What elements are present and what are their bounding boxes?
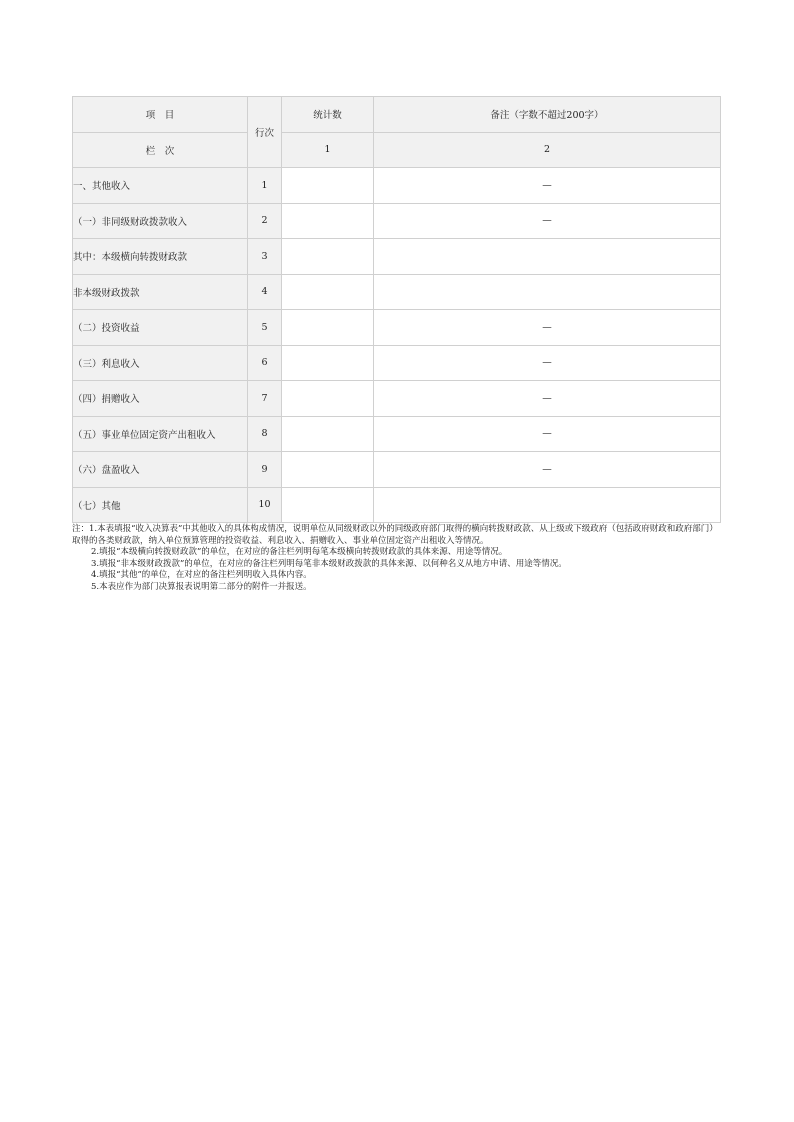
row-number: 5 [248,310,282,346]
row-label: 一、其他收入 [73,168,248,204]
row-label: （一）非同级财政拨款收入 [73,203,248,239]
row-label: （三）利息收入 [73,345,248,381]
row-remark-cell[interactable]: — [374,416,721,452]
row-remark-cell[interactable]: — [374,452,721,488]
note-5: 5.本表应作为部门决算报表说明第二部分的附件一并报送。 [91,581,312,592]
notes-section [72,524,720,593]
row-value-cell[interactable] [282,381,374,417]
row-label: （五）事业单位固定资产出租收入 [73,416,248,452]
row-label: （七）其他 [73,487,248,523]
row-remark-cell[interactable] [374,274,721,310]
row-number: 3 [248,239,282,275]
table-row [73,487,721,523]
row-label: （二）投资收益 [73,310,248,346]
row-value-cell[interactable] [282,487,374,523]
table-row [73,203,721,239]
note-3: 3.填报“非本级财政拨款”的单位，在对应的备注栏列明每笔非本级财政拨款的具体来源、以何种名义从地方申请、用途等情况。 [91,558,567,569]
row-number: 2 [248,203,282,239]
row-number: 8 [248,416,282,452]
row-number: 10 [248,487,282,523]
report-sheet [72,96,720,593]
row-value-cell[interactable] [282,239,374,275]
table-row [73,416,721,452]
row-value-cell[interactable] [282,274,374,310]
row-remark-cell[interactable]: — [374,168,721,204]
table-row [73,310,721,346]
row-value-cell[interactable] [282,310,374,346]
row-value-cell[interactable] [282,345,374,381]
header-col1-no: 1 [282,132,374,168]
table-row [73,345,721,381]
table-row [73,239,721,275]
note-4: 4.填报“其他”的单位，在对应的备注栏列明收入具体内容。 [91,570,312,580]
table-row [73,381,721,417]
row-label: （四）捐赠收入 [73,381,248,417]
header-col1-label: 统计数 [282,97,374,133]
row-value-cell[interactable] [282,203,374,239]
row-remark-cell[interactable]: — [374,381,721,417]
row-number: 4 [248,274,282,310]
row-remark-cell[interactable]: — [374,310,721,346]
row-value-cell[interactable] [282,452,374,488]
header-row-1 [73,97,721,133]
row-remark-cell[interactable] [374,487,721,523]
row-number: 6 [248,345,282,381]
header-item-label: 项 目 [73,97,248,133]
row-number: 7 [248,381,282,417]
row-number: 1 [248,168,282,204]
header-col2-no: 2 [374,132,721,168]
note-2: 2.填报“本级横向转拨财政款”的单位，在对应的备注栏列明每笔本级横向转拨财政款的具体来源、用途等情况。 [91,547,508,557]
row-number: 9 [248,452,282,488]
header-row-2 [73,132,721,168]
row-value-cell[interactable] [282,168,374,204]
row-remark-cell[interactable] [374,239,721,275]
header-column-label: 栏 次 [73,132,248,168]
row-remark-cell[interactable]: — [374,345,721,381]
table-row [73,274,721,310]
header-row-no-label: 行次 [248,97,282,168]
other-income-table [72,96,721,523]
note-1: 注：1.本表填报“收入决算表”中其他收入的具体构成情况，说明单位从同级财政以外的同级政府部门取得的横向转拨财政款、从上级或下级政府（包括政府财政和政府部门）取得的各类财政款，纳入单位预算管理的投资收益、利息收入、捐赠收入、事业单位固定资产出租收入等情况。 [72,524,718,546]
row-value-cell[interactable] [282,416,374,452]
header-col2-label: 备注（字数不超过200字） [374,97,721,133]
row-label: 非本级财政拨款 [73,274,248,310]
table-row [73,168,721,204]
row-remark-cell[interactable]: — [374,203,721,239]
row-label: （六）盘盈收入 [73,452,248,488]
table-row [73,452,721,488]
row-label: 其中：本级横向转拨财政款 [73,239,248,275]
